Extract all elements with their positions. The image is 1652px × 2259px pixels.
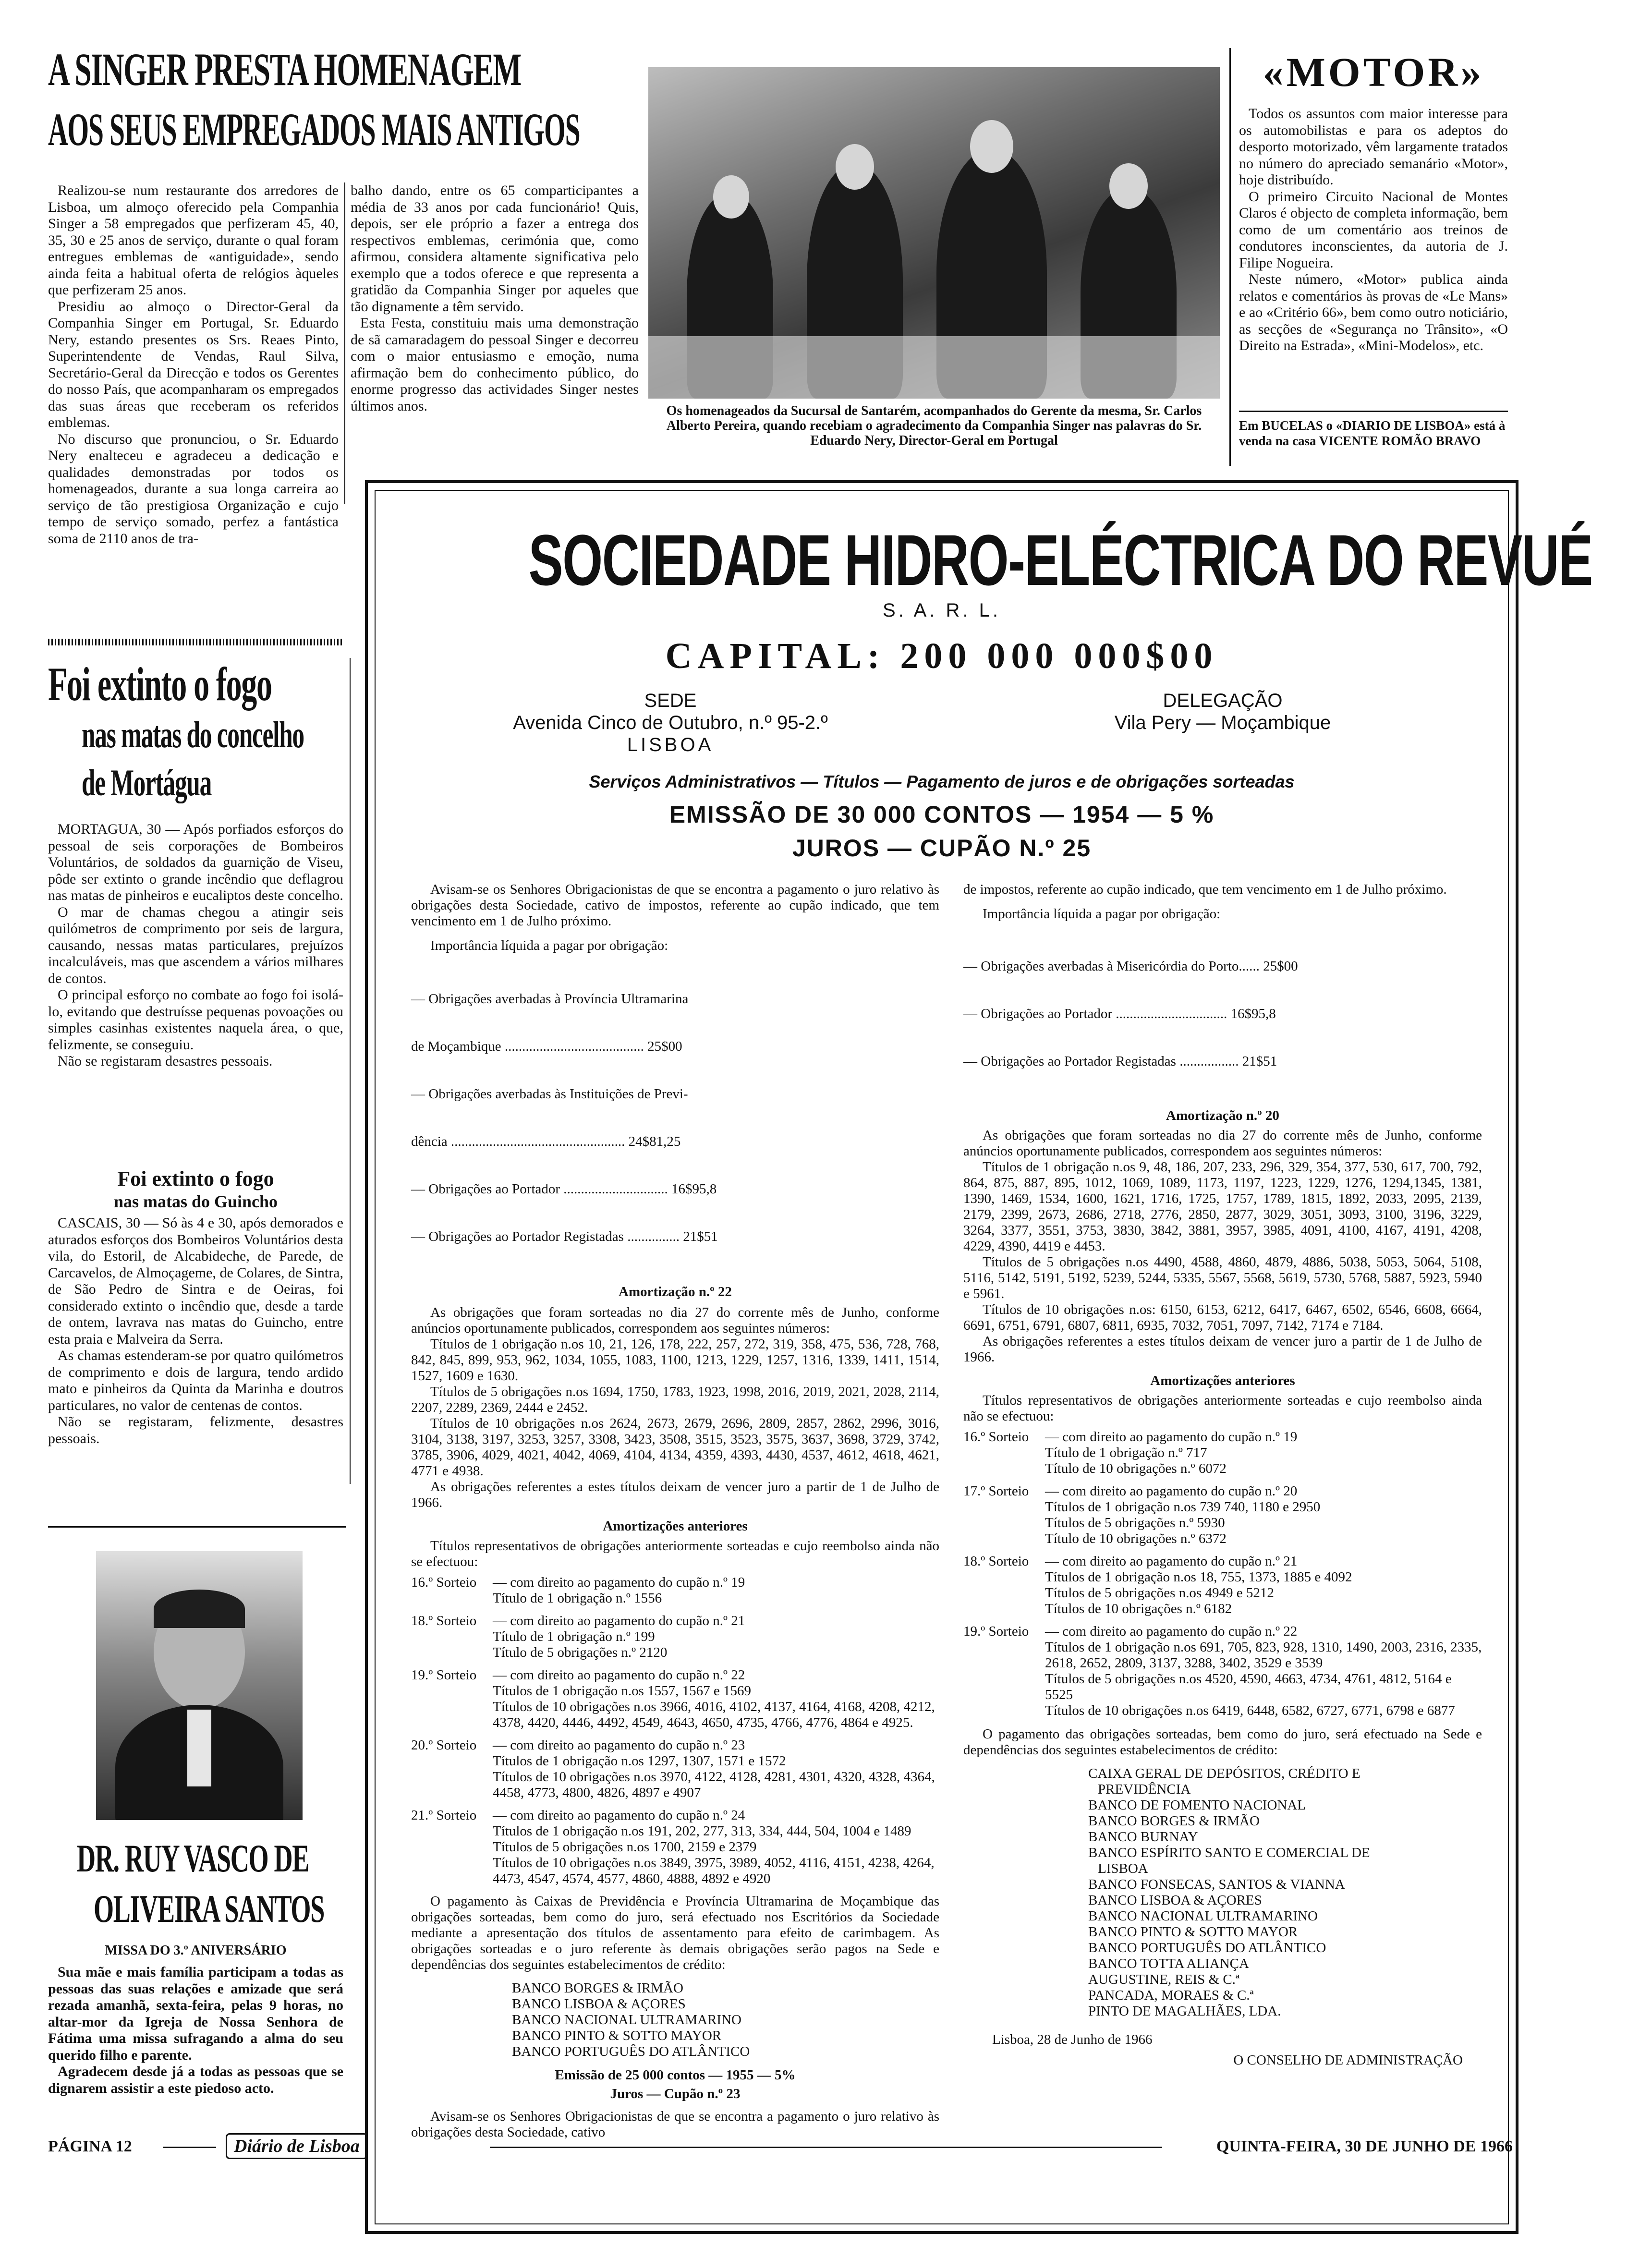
sorteio-entry bbox=[963, 1429, 1482, 1477]
sorteio-entry bbox=[963, 1624, 1482, 1719]
right-date: Lisboa, 28 de Junho de 1966 bbox=[992, 2032, 1153, 2047]
bank-name: CAIXA GERAL DE DEPÓSITOS, CRÉDITO E bbox=[1088, 1766, 1360, 1781]
revue-advertisement bbox=[365, 480, 1592, 2234]
right-signature: O CONSELHO DE ADMINISTRAÇÃO bbox=[1233, 2053, 1463, 2068]
delegacao-block bbox=[1031, 690, 1415, 734]
fogo-title-2: nas matas do concelho bbox=[82, 714, 304, 755]
left-importancia: Importância líquida a pagar por obrigação: bbox=[430, 938, 668, 953]
value-line: — Obrigações averbadas às Instituições de Previ- bbox=[411, 1086, 688, 1102]
footer-rule bbox=[490, 2147, 1162, 2148]
fogo-title-1: Foi extinto o fogo bbox=[48, 657, 272, 711]
motor-paragraph: Todos os assuntos com maior interesse para os automobilistas e para os adeptos do desporto motorizado, vêm largamente tratados no número do apreciado semanário «Motor», hoje distribuído. bbox=[1239, 106, 1508, 188]
fogo-subtitle bbox=[48, 1167, 343, 1212]
sede-block bbox=[454, 690, 887, 756]
right-pagamento: O pagamento das obrigações sorteadas, bem como do juro, será efectuado na Sede e dependências dos seguintes estabelecimentos de crédito: bbox=[963, 1726, 1482, 1758]
right-values bbox=[963, 927, 1482, 1101]
singer-paragraph: No discurso que pronunciou, o Sr. Eduardo Nery enalteceu e agradeceu a dedicação e qualidades demonstradas por todos os homenageados, durante a sua longa carreira ao serviço de tão prestigiosa Organização e cujo tempo de serviço somado, perfez a fantástica soma de 2110 anos de tra- bbox=[48, 431, 339, 547]
singer-photo bbox=[648, 67, 1220, 399]
column-divider bbox=[344, 182, 345, 504]
bank-name: BANCO PINTO & SOTTO MAYOR bbox=[1088, 1924, 1298, 1940]
singer-paragraph: Realizou-se num restaurante dos arredores de Lisboa, um almoço oferecido pela Companhia Singer a 58 empregados que perfizeram 45, 40, 35, 30 e 25 anos de serviço, durante o qual foram entregues emblemas de «antiguidade», sendo ainda feita a habitual oferta de relógios àqueles que perfizeram 25 anos. bbox=[48, 182, 339, 298]
value-line: — Obrigações averbadas à Província Ultramarina bbox=[411, 991, 689, 1007]
singer-column-2 bbox=[351, 182, 639, 414]
right-vencer: As obrigações referentes a estes títulos deixam de vencer juro a partir de 1 de Julho de 1966. bbox=[963, 1334, 1482, 1365]
sorteio-label: 20.º Sorteio bbox=[411, 1737, 477, 1753]
singer-paragraph: Presidiu ao almoço o Director-Geral da Companhia Singer em Portugal, Sr. Eduardo Nery, estando presentes os Srs. Reaes Pinto, Superintendente de Vendas, Raul Silva, Secretário-Geral da Direcção e todos os Gerentes do nosso País, que acompanharam os empregados das suas áreas que receberam os referidos emblemas. bbox=[48, 298, 339, 430]
company-name: SOCIEDADE HIDRO-ELÉCTRICA DO REVUÉ bbox=[528, 520, 1592, 600]
bank-name: BANCO NACIONAL ULTRAMARINO bbox=[1088, 1908, 1318, 1924]
left-banks bbox=[411, 1980, 939, 2060]
obituary-subtitle: MISSA DO 3.º ANIVERSÁRIO bbox=[105, 1943, 287, 1958]
fogo-paragraph: O mar de chamas chegou a atingir seis quilómetros de comprimento por seis de largura, causando, nessas matas particulares, prejuízos incalculáveis, mas que ascendem a vários milhares de contos. bbox=[48, 904, 343, 986]
fogo-paragraph: Não se registaram desastres pessoais. bbox=[58, 1053, 273, 1069]
bank-name: BANCO ESPÍRITO SANTO E COMERCIAL DE bbox=[1088, 1845, 1370, 1860]
right-sorteios bbox=[963, 1429, 1482, 1719]
singer-headline-2: AOS SEUS EMPREGADOS MAIS ANTIGOS bbox=[48, 104, 580, 155]
left-titulo: Títulos de 5 obrigações n.os 1694, 1750, 1783, 1923, 1998, 2016, 2019, 2021, 2028, 2114, 2207, 2289, 2369, 2444 e 2452. bbox=[411, 1384, 939, 1415]
bank-name: AUGUSTINE, REIS & C.ª bbox=[1088, 1972, 1239, 1987]
column-divider bbox=[350, 658, 351, 1484]
section-divider bbox=[48, 1526, 346, 1528]
masthead: Diário de Lisboa bbox=[226, 2133, 368, 2159]
right-banks bbox=[963, 1766, 1482, 2019]
sorteio-text: — com direito ao pagamento do cupão n.º 21 Título de 1 obrigação n.º 199 Título de 5 obrigações n.º 2120 bbox=[493, 1613, 745, 1660]
sorteio-label: 18.º Sorteio bbox=[411, 1613, 477, 1628]
page-footer bbox=[48, 2132, 1513, 2161]
singer-paragraph: balho dando, entre os 65 comparticipantes a média de 33 anos por cada funcionário! Quis, depois, ser ele próprio a fazer a entrega dos respectivos emblemas, cerimónia que, como afirmou, considera altamente significativa pelo exemplo que a todos oferece e que representa a gratidão da Companhia Singer por aqueles que tão dignamente a têm servido. bbox=[351, 182, 639, 315]
bank-name: PANCADA, MORAES & C.ª bbox=[1088, 1988, 1254, 2003]
sorteio-text: — com direito ao pagamento do cupão n.º 19 Título de 1 obrigação n.º 1556 bbox=[493, 1575, 745, 1606]
sede-city: LISBOA bbox=[627, 734, 714, 755]
left-amort-text: As obrigações que foram sorteadas no dia 27 do corrente mês de Junho, conforme anúncios oportunamente publicados, correspondem aos seguintes números: bbox=[411, 1305, 939, 1336]
page-number: PÁGINA 12 bbox=[48, 2138, 132, 2155]
bank-name: BANCO LISBOA & AÇORES bbox=[1088, 1893, 1262, 1908]
sorteio-text: — com direito ao pagamento do cupão n.º 22 Títulos de 1 obrigação n.os 1557, 1567 e 1569 Títulos de 10 obrigações n.os 3966, 4016, 4102, 4137, 4164, 4168, 4208, 4212, 4378, 4420, 4446, 4492, 4549, 4643, 4650, 4735, 4766, 4776, 4864 e 4925. bbox=[493, 1667, 935, 1730]
left-titulo: Títulos de 1 obrigação n.os 10, 21, 126, 178, 222, 257, 272, 319, 358, 475, 536, 728, 768, 842, 845, 899, 953, 962, 1034, 1055, 1083, 1100, 1213, 1229, 1257, 1316, 1339, 1411, 1514, 1527, 1609 e 1630. bbox=[411, 1336, 939, 1384]
guincho-body bbox=[48, 1215, 343, 1447]
left-ant-title: Amortizações anteriores bbox=[603, 1518, 748, 1534]
bank-name: BANCO BURNAY bbox=[1088, 1829, 1198, 1845]
left-ant-text: Títulos representativos de obrigações anteriormente sorteadas e cujo reembolso ainda não se efectuou: bbox=[411, 1538, 939, 1569]
fogo-body bbox=[48, 821, 343, 1070]
sorteio-label: 16.º Sorteio bbox=[411, 1575, 477, 1590]
left-emissao2: Emissão de 25 000 contos — 1955 — 5% bbox=[555, 2067, 796, 2083]
bank-name: LISBOA bbox=[1098, 1861, 1148, 1876]
value-line: — Obrigações ao Portador .............................. 16$95,8 bbox=[411, 1181, 717, 1197]
sorteio-entry bbox=[411, 1808, 939, 1887]
motor-paragraph: O primeiro Circuito Nacional de Montes Claros é objecto de completa informação, bem como de um comentário aos treinos de condutores inconscientes, da autoria de J. Filipe Nogueira. bbox=[1239, 188, 1508, 271]
right-amort-title: Amortização n.º 20 bbox=[1166, 1108, 1279, 1123]
sorteio-entry bbox=[963, 1554, 1482, 1617]
ad-left-column bbox=[411, 882, 939, 2140]
left-caixas: O pagamento às Caixas de Previdência e Província Ultramarina de Moçambique das obrigações sorteadas, bem como do juro, será efectuado nos Escritórios da Sociedade mediante a apresentação dos títulos de assentamento para efeito de carimbagem. As obrigações sorteadas e o juro referente às demais obrigações serão pagos na Sede e dependências dos seguintes estabelecimentos de crédito: bbox=[411, 1894, 939, 1972]
fogo-paragraph: O principal esforço no combate ao fogo foi isolá-lo, evitando que destruísse pequenas povoações ou simples casinhas existentes naquela área, o que, felizmente, se conseguiu. bbox=[48, 987, 343, 1053]
sorteio-entry bbox=[963, 1483, 1482, 1547]
left-juros2: Juros — Cupão n.º 23 bbox=[610, 2086, 741, 2101]
emissao-line: EMISSÃO DE 30 000 CONTOS — 1954 — 5 % bbox=[669, 801, 1215, 828]
obituary-name-1: DR. RUY VASCO DE bbox=[77, 1836, 309, 1880]
fogo-subtitle-1: Foi extinto o fogo bbox=[117, 1167, 274, 1190]
sorteio-text: — com direito ao pagamento do cupão n.º 21 Títulos de 1 obrigação n.os 18, 755, 1373, 1885 e 4092 Títulos de 5 obrigações n.os 4949 e 5212 Títulos de 10 obrigações n.º 6182 bbox=[1045, 1554, 1352, 1616]
sorteio-text: — com direito ao pagamento do cupão n.º 19 Título de 1 obrigação n.º 717 Título de 10 obrigações n.º 6072 bbox=[1045, 1429, 1298, 1476]
left-sorteios bbox=[411, 1575, 939, 1887]
right-amort-text: As obrigações que foram sorteadas no dia 27 do corrente mês de Junho, conforme anúncios oportunamente publicados, correspondem aos seguintes números: bbox=[963, 1128, 1482, 1159]
motor-note: Em BUCELAS o «DIARIO DE LISBOA» está à venda na casa VICENTE ROMÃO BRAVO bbox=[1239, 418, 1506, 448]
left-intro2: Avisam-se os Senhores Obrigacionistas de que se encontra a pagamento o juro relativo às obrigações desta Sociedade, cativo bbox=[411, 2109, 939, 2140]
right-importancia: Importância líquida a pagar por obrigação: bbox=[983, 906, 1221, 922]
fogo-paragraph: MORTAGUA, 30 — Após porfiados esforços do pessoal de seis corporações de Bombeiros Voluntários, de soldados da guarnição de Viseu, pôde ser extinto o grande incêndio que deflagrou nas matas de pinheiros e eucaliptos deste concelho. bbox=[48, 821, 343, 903]
obituary-portrait bbox=[96, 1551, 303, 1820]
value-line: — Obrigações averbadas à Misericórdia do Porto...... 25$00 bbox=[963, 959, 1298, 974]
bank-name: BANCO PORTUGUÊS DO ATLÂNTICO bbox=[512, 2044, 750, 2059]
value-line: — Obrigações ao Portador ................................ 16$95,8 bbox=[963, 1006, 1276, 1021]
left-titulo: Títulos de 10 obrigações n.os 2624, 2673, 2679, 2696, 2809, 2857, 2862, 2996, 3016, 3104, 3138, 3197, 3253, 3257, 3308, 3423, 3508, 3515, 3523, 3575, 3637, 3698, 3729, 3742, 3785, 3906, 4029, 4021, 4042, 4069, 4104, 4134, 4359, 4393, 4430, 4537, 4612, 4618, 4621, 4771 e 4938. bbox=[411, 1416, 939, 1479]
motor-body bbox=[1239, 106, 1508, 354]
fogo-title-3: de Mortágua bbox=[82, 762, 212, 803]
company-sarl: S. A. R. L. bbox=[882, 600, 1001, 621]
singer-headline-1: A SINGER PRESTA HOMENAGEM bbox=[48, 44, 521, 95]
singer-photo-caption: Os homenageados da Sucursal de Santarém, acompanhados do Gerente da mesma, Sr. Carlos Alberto Pereira, quando recebiam o agradecimento da Companhia Singer nas palavras do Sr. Eduardo Nery, Director-Geral em Portugal bbox=[666, 403, 1202, 448]
left-amort-title: Amortização n.º 22 bbox=[619, 1284, 732, 1300]
edition-date: QUINTA-FEIRA, 30 DE JUNHO DE 1966 bbox=[1216, 2138, 1513, 2155]
guincho-paragraph: Não se registaram, felizmente, desastres pessoais. bbox=[48, 1414, 343, 1446]
singer-column-1 bbox=[48, 182, 339, 547]
motor-rule bbox=[1239, 411, 1508, 412]
left-values bbox=[411, 959, 939, 1276]
guincho-paragraph: CASCAIS, 30 — Só às 4 e 30, após demorados e aturados esforços dos Bombeiros Voluntários desta vila, do Estoril, de Alcabideche, de Parede, de Carcavelos, de Almoçageme, de Colares, de Sintra, de São Pedro de Sintra e de Oeiras, foi considerado extinto o incêndio que, desde a tarde de ontem, lavrava nas matas do Guincho, entre esta praia e Malveira da Serra. bbox=[48, 1215, 343, 1347]
bank-name: BANCO TOTTA ALIANÇA bbox=[1088, 1956, 1249, 1971]
sorteio-text: — com direito ao pagamento do cupão n.º 20 Títulos de 1 obrigação n.os 739 740, 1180 e 2950 Títulos de 5 obrigações n.º 5930 Título de 10 obrigações n.º 6372 bbox=[1045, 1483, 1321, 1546]
obituary-body bbox=[48, 1964, 343, 2097]
bank-name: BANCO NACIONAL ULTRAMARINO bbox=[512, 2012, 741, 2028]
right-cont: de impostos, referente ao cupão indicado, que tem vencimento em 1 de Julho próximo. bbox=[963, 882, 1447, 897]
delegacao-address: Vila Pery — Moçambique bbox=[1114, 712, 1331, 733]
motor-title: «MOTOR» bbox=[1263, 49, 1484, 95]
right-ant-text: Títulos representativos de obrigações anteriormente sorteadas e cujo reembolso ainda não se efectuou: bbox=[963, 1393, 1482, 1424]
sorteio-text: — com direito ao pagamento do cupão n.º 24 Títulos de 1 obrigação n.os 191, 202, 277, 313, 334, 444, 504, 1004 e 1489 Títulos de 5 obrigações n.os 1700, 2159 e 2379 Títulos de 10 obrigações n.os 3849, 3975, 3989, 4052, 4116, 4151, 4238, 4264, 4473, 4547, 4574, 4577, 4860, 4888, 4892 e 4920 bbox=[493, 1808, 935, 1886]
sorteio-entry bbox=[411, 1613, 939, 1661]
sorteio-entry bbox=[411, 1737, 939, 1801]
capital: CAPITAL: 200 000 000$00 bbox=[665, 636, 1218, 676]
value-line: dência .................................................. 24$81,25 bbox=[411, 1134, 681, 1149]
sorteio-text: — com direito ao pagamento do cupão n.º 22 Títulos de 1 obrigação n.os 691, 705, 823, 928, 1310, 1490, 2003, 2316, 2335, 2618, 2652, 2809, 3137, 3288, 3402, 3529 e 3539 Títulos de 5 obrigações n.os 4520, 4590, 4663, 4734, 4761, 4812, 5164 e 5525 Títulos de 10 obrigações n.os 6419, 6448, 6582, 6727, 6771, 6798 e 6877 bbox=[1045, 1624, 1482, 1718]
services-line: Serviços Administrativos — Títulos — Pagamento de juros e de obrigações sorteadas bbox=[589, 772, 1295, 791]
bank-name: BANCO BORGES & IRMÃO bbox=[1088, 1813, 1260, 1829]
sorteio-label: 19.º Sorteio bbox=[411, 1667, 477, 1683]
right-titulo: Títulos de 1 obrigação n.os 9, 48, 186, 207, 233, 296, 329, 354, 377, 530, 617, 700, 792, 864, 875, 887, 895, 1012, 1069, 1089, 1173, 1197, 1223, 1229, 1276, 1294,1345, 1381, 1390, 1469, 1534, 1600, 1621, 1716, 1725, 1757, 1789, 1815, 1892, 2033, 2095, 2139, 2179, 2399, 2673, 2686, 2718, 2776, 2850, 2877, 3029, 3051, 3093, 3100, 3196, 3229, 3264, 3377, 3551, 3753, 3830, 3842, 3881, 3957, 3985, 4091, 4100, 4167, 4191, 4208, 4229, 4390, 4419 e 4453. bbox=[963, 1159, 1482, 1254]
bank-name: BANCO PINTO & SOTTO MAYOR bbox=[512, 2028, 722, 2043]
bank-name: BANCO DE FOMENTO NACIONAL bbox=[1088, 1797, 1306, 1813]
left-vencer: As obrigações referentes a estes títulos deixam de vencer juro a partir de 1 de Julho de 1966. bbox=[411, 1479, 939, 1510]
sorteio-label: 21.º Sorteio bbox=[411, 1808, 477, 1823]
obituary-paragraph: Agradecem desde já a todas as pessoas que se dignarem assistir a este piedoso acto. bbox=[48, 2064, 343, 2096]
sorteio-label: 19.º Sorteio bbox=[963, 1624, 1029, 1639]
section-divider bbox=[48, 639, 343, 645]
motor-paragraph: Neste número, «Motor» publica ainda relatos e comentários às provas de «Le Mans» e ao «Critério 66», bem como outro noticiário, as secções de «Segurança no Trânsito», «O Direito na Estrada», «Mini-Modelos», etc. bbox=[1239, 271, 1508, 353]
bank-name: PREVIDÊNCIA bbox=[1098, 1782, 1191, 1797]
sorteio-label: 18.º Sorteio bbox=[963, 1554, 1029, 1569]
fogo-subtitle-2: nas matas do Guincho bbox=[113, 1192, 278, 1211]
sorteio-entry bbox=[411, 1575, 939, 1606]
bank-name: BANCO BORGES & IRMÃO bbox=[512, 1980, 683, 1996]
column-divider bbox=[1229, 48, 1231, 466]
right-titulo: Títulos de 10 obrigações n.os: 6150, 6153, 6212, 6417, 6467, 6502, 6546, 6608, 6664, 6691, 6751, 6791, 6807, 6811, 6935, 7032, 7051, 7097, 7142, 7174 e 7184. bbox=[963, 1302, 1482, 1333]
right-ant-title: Amortizações anteriores bbox=[1150, 1373, 1295, 1388]
left-intro: Avisam-se os Senhores Obrigacionistas de que se encontra a pagamento o juro relativo às obrigações desta Sociedade, cativo de impostos, referente ao cupão indicado, que tem vencimento em 1 de Julho próximo. bbox=[411, 882, 939, 929]
bank-name: BANCO LISBOA & AÇORES bbox=[512, 1996, 686, 2012]
sorteio-label: 17.º Sorteio bbox=[963, 1483, 1029, 1499]
delegacao-label: DELEGAÇÃO bbox=[1163, 690, 1283, 711]
sorteio-label: 16.º Sorteio bbox=[963, 1429, 1029, 1445]
value-line: — Obrigações ao Portador Registadas ............... 21$51 bbox=[411, 1229, 718, 1244]
bank-name: BANCO FONSECAS, SANTOS & VIANNA bbox=[1088, 1877, 1345, 1892]
sorteio-entry bbox=[411, 1667, 939, 1731]
singer-paragraph: Esta Festa, constituiu mais uma demonstração de sã camaradagem do pessoal Singer e decorreu com o maior entusiasmo e emoção, numa afirmação bem do conhecimento público, do enorme progresso das actividades Singer nestes últimos anos. bbox=[351, 315, 639, 414]
guincho-paragraph: As chamas estenderam-se por quatro quilómetros de comprimento e dois de largura, tendo ardido mato e pinheiros da Quinta da Marinha e doutros particulares, no valor de centenas de contos. bbox=[48, 1348, 343, 1413]
juros-line: JUROS — CUPÃO N.º 25 bbox=[792, 835, 1092, 862]
obituary-name-2: OLIVEIRA SANTOS bbox=[94, 1887, 324, 1931]
bank-name: PINTO DE MAGALHÃES, LDA. bbox=[1088, 2004, 1281, 2019]
value-line: de Moçambique ........................................ 25$00 bbox=[411, 1039, 682, 1054]
sede-address: Avenida Cinco de Outubro, n.º 95-2.º bbox=[513, 712, 828, 733]
sorteio-text: — com direito ao pagamento do cupão n.º 23 Títulos de 1 obrigação n.os 1297, 1307, 1571 e 1572 Títulos de 10 obrigações n.os 3970, 4122, 4128, 4281, 4301, 4320, 4328, 4364, 4458, 4773, 4800, 4826, 4897 e 4907 bbox=[493, 1737, 935, 1800]
sede-label: SEDE bbox=[644, 690, 697, 711]
bank-name: BANCO PORTUGUÊS DO ATLÂNTICO bbox=[1088, 1940, 1326, 1955]
right-titulo: Títulos de 5 obrigações n.os 4490, 4588, 4860, 4879, 4886, 5038, 5053, 5064, 5108, 5116, 5142, 5191, 5192, 5239, 5244, 5335, 5567, 5568, 5619, 5730, 5768, 5887, 5923, 5940 e 5961. bbox=[963, 1254, 1482, 1301]
footer-rule bbox=[163, 2147, 216, 2148]
value-line: — Obrigações ao Portador Registadas ................. 21$51 bbox=[963, 1054, 1277, 1069]
ad-right-column bbox=[963, 882, 1482, 2068]
obituary-paragraph: Sua mãe e mais família participam a todas as pessoas das suas relações e amizade que será rezada amanhã, sexta-feira, pelas 9 horas, no altar-mor da Igreja de Nossa Senhora de Fátima uma missa sufragando a alma do seu querido filho e parente. bbox=[48, 1964, 343, 2063]
